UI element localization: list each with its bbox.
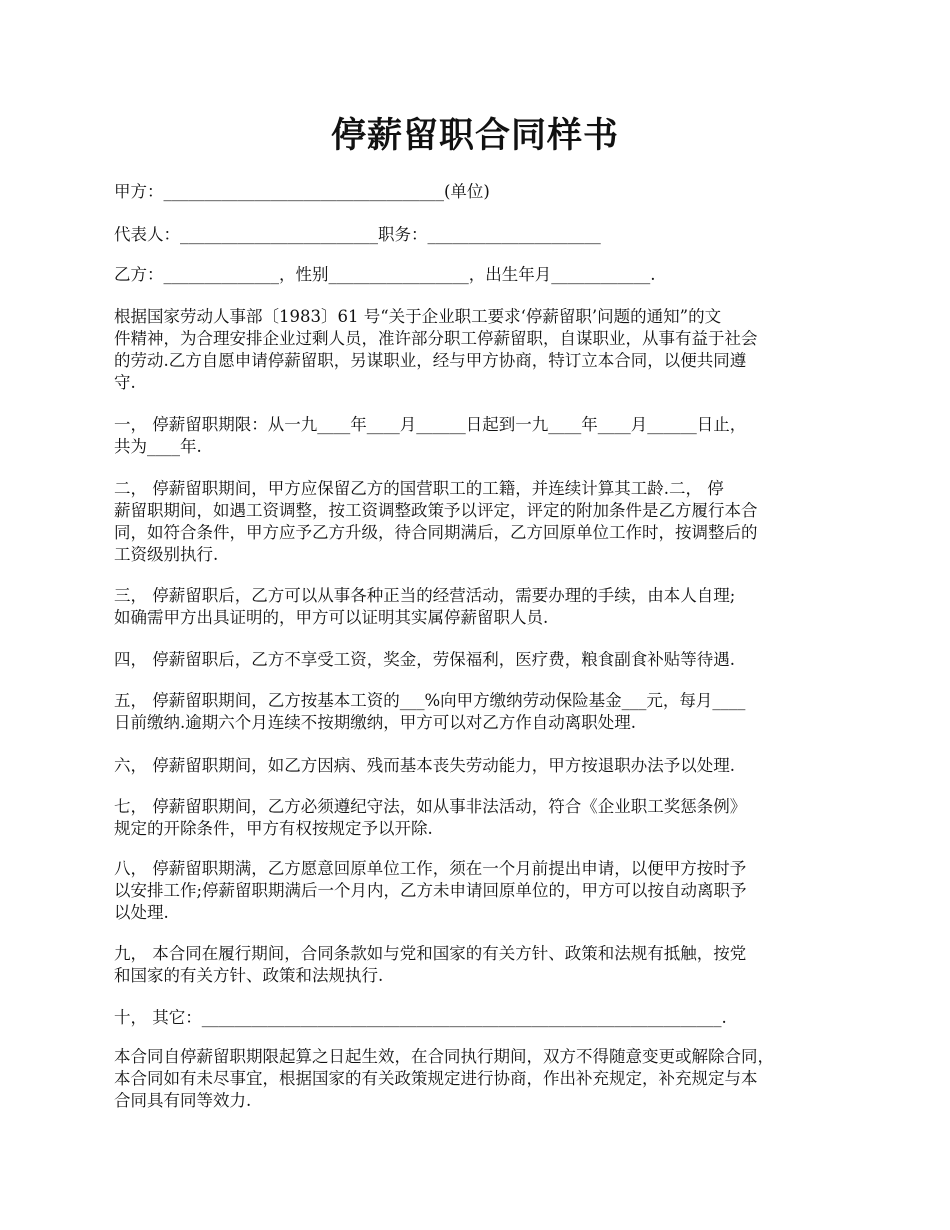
- clause-line: 工资级别执行.: [114, 545, 219, 564]
- clause-3: [114, 585, 840, 629]
- party-b-field: [114, 264, 840, 286]
- preamble-paragraph: [114, 306, 840, 394]
- document-title: 停薪留职合同样书: [330, 115, 619, 156]
- closing-line: 本合同自停薪留职期限起算之日起生效，在合同执行期间，双方不得随意变更或解除合同，: [114, 1047, 774, 1066]
- clause-line: 四， 停薪留职后，乙方不享受工资，奖金，劳保福利，医疗费，粮食副食补贴等待遇.: [114, 650, 735, 669]
- representative-line: 代表人：________________________职务：_____________________: [114, 225, 601, 244]
- clause-line: 共为____年.: [114, 437, 202, 456]
- clause-line: 以安排工作;停薪留职期满后一个月内，乙方未申请回原单位的，甲方可以按自动离职予: [114, 881, 747, 900]
- clause-10: [114, 1007, 840, 1029]
- clause-line: 以处理.: [114, 903, 169, 922]
- clause-line: 如确需甲方出具证明的，甲方可以证明其实属停薪留职人员.: [114, 608, 549, 627]
- party-a-line: 甲方：__________________________________(单位): [114, 182, 490, 201]
- clause-8: [114, 858, 840, 924]
- closing-line: 合同具有同等效力.: [114, 1091, 252, 1110]
- preamble-line: 守.: [114, 373, 136, 392]
- clause-line: 八， 停薪留职期满，乙方愿意回原单位工作，须在一个月前提出申请，以便甲方按时予: [114, 859, 747, 878]
- representative-field: [114, 224, 840, 246]
- clause-line: 七， 停薪留职期间，乙方必须遵纪守法，如从事非法活动，符合《企业职工奖惩条例》: [114, 797, 747, 816]
- clause-line: 一， 停薪留职期限：从一九____年____月______日起到一九____年____月______日止，: [114, 415, 747, 434]
- clause-line: 六， 停薪留职期间，如乙方因病、残而基本丧失劳动能力，甲方按退职办法予以处理.: [114, 756, 735, 775]
- closing-paragraph: [114, 1046, 840, 1112]
- preamble-line: 的劳动.乙方自愿申请停薪留职，另谋职业，经与甲方协商，特订立本合同，以便共同遵: [114, 351, 747, 370]
- clause-line: 十， 其它：_______________________________________________________________.: [114, 1008, 727, 1027]
- closing-line: 本合同如有未尽事宜，根据国家的有关政策规定进行协商，作出补充规定，补充规定与本: [114, 1069, 758, 1088]
- clause-line: 五， 停薪留职期间，乙方按基本工资的___%向甲方缴纳劳动保险基金___元，每月____: [114, 691, 746, 710]
- clause-2: [114, 478, 840, 566]
- clause-line: 三， 停薪留职后，乙方可以从事各种正当的经营活动，需要办理的手续，由本人自理;: [114, 586, 736, 605]
- clause-line: 和国家的有关方针、政策和法规执行.: [114, 966, 384, 985]
- clause-1: [114, 414, 840, 458]
- clause-line: 日前缴纳.逾期六个月连续不按期缴纳，甲方可以对乙方作自动离职处理.: [114, 713, 636, 732]
- clause-6: [114, 755, 840, 777]
- clause-line: 九， 本合同在履行期间，合同条款如与党和国家的有关方针、政策和法规有抵触，按党: [114, 944, 747, 963]
- clause-9: [114, 943, 840, 987]
- party-a-field: [114, 181, 840, 203]
- party-b-line: 乙方：______________，性别_________________，出生年月____________.: [114, 265, 656, 284]
- clause-line: 规定的开除条件，甲方有权按规定予以开除.: [114, 819, 433, 838]
- clause-line: 薪留职期间，如遇工资调整，按工资调整政策予以评定，评定的附加条件是乙方履行本合: [114, 501, 758, 520]
- clause-7: [114, 796, 840, 840]
- clause-4: [114, 649, 840, 671]
- clause-5: [114, 690, 840, 734]
- preamble-line: 件精神，为合理安排企业过剩人员，准许部分职工停薪留职，自谋职业，从事有益于社会: [114, 329, 758, 348]
- preamble-line: 根据国家劳动人事部〔1983〕61 号“关于企业职工要求‘停薪留职’问题的通知”的文: [114, 307, 722, 326]
- clause-line: 同，如符合条件，甲方应予乙方升级，待合同期满后，乙方回原单位工作时，按调整后的: [114, 523, 758, 542]
- clause-line: 二， 停薪留职期间，甲方应保留乙方的国营职工的工籍，并连续计算其工龄.二， 停: [114, 479, 724, 498]
